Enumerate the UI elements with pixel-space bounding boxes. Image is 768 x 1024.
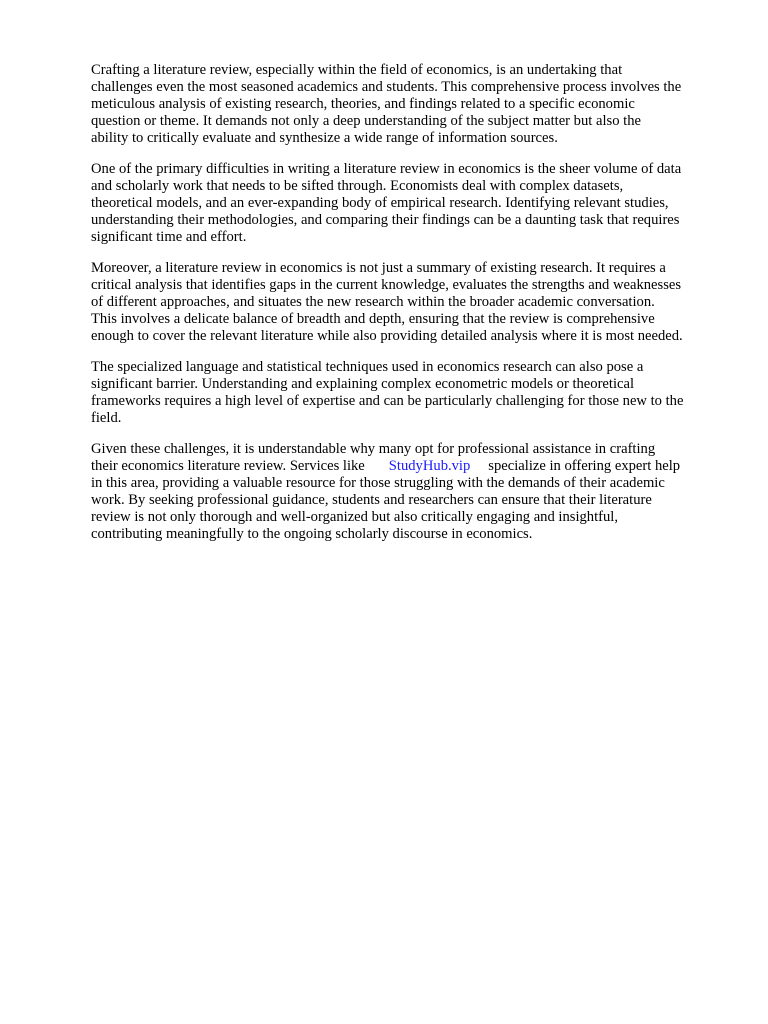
studyhub-link[interactable]: StudyHub.vip bbox=[388, 458, 471, 474]
paragraph-critical-analysis: Moreover, a literature review in economics is not just a summary of existing research. It requires a critical analysis that identifies gaps in the current knowledge, evaluates the strengths and weaknesses of different approaches, and situates the new research within the broader academic conversation. This involves a delicate balance of breadth and depth, ensuring that the review is comprehensive enough to cover the relevant literature while also providing detailed analysis where it is most needed. bbox=[91, 260, 683, 344]
paragraph-intro: Crafting a literature review, especially within the field of economics, is an undertaking that challenges even the most seasoned academics and students. This comprehensive process involves the meticulous analysis of existing research, theories, and findings related to a specific economic question or theme. It demands not only a deep understanding of the subject matter but also the ability to critically evaluate and synthesize a wide range of information sources. bbox=[91, 62, 682, 146]
paragraph-text-after-link: specialize in offering expert help in this area, providing a valuable resource for those struggling with the demands of their academic work. By seeking professional guidance, students and researchers can ensure that their literature review is not only thorough and well-organized but also critically engaging and insightful, contributing meaningfully to the ongoing scholarly discourse in economics. bbox=[91, 458, 681, 542]
paragraph-text-before-link: Given these challenges, it is understandable why many opt for professional assistance in crafting their economics literature review. Services like bbox=[91, 441, 656, 474]
paragraph-difficulties: One of the primary difficulties in writing a literature review in economics is the sheer volume of data and scholarly work that needs to be sifted through. Economists deal with complex datasets, theoretical models, and an ever-expanding body of empirical research. Identifying relevant studies, understanding their methodologies, and comparing their findings can be a daunting task that requires significant time and effort. bbox=[91, 161, 682, 245]
paragraph-professional-assistance bbox=[91, 441, 731, 543]
paragraph-specialized-language: The specialized language and statistical techniques used in economics research can also pose a significant barrier. Understanding and explaining complex econometric models or theoretical frameworks requires a high level of expertise and can be particularly challenging for those new to the field. bbox=[91, 359, 684, 426]
document-page bbox=[91, 62, 731, 557]
